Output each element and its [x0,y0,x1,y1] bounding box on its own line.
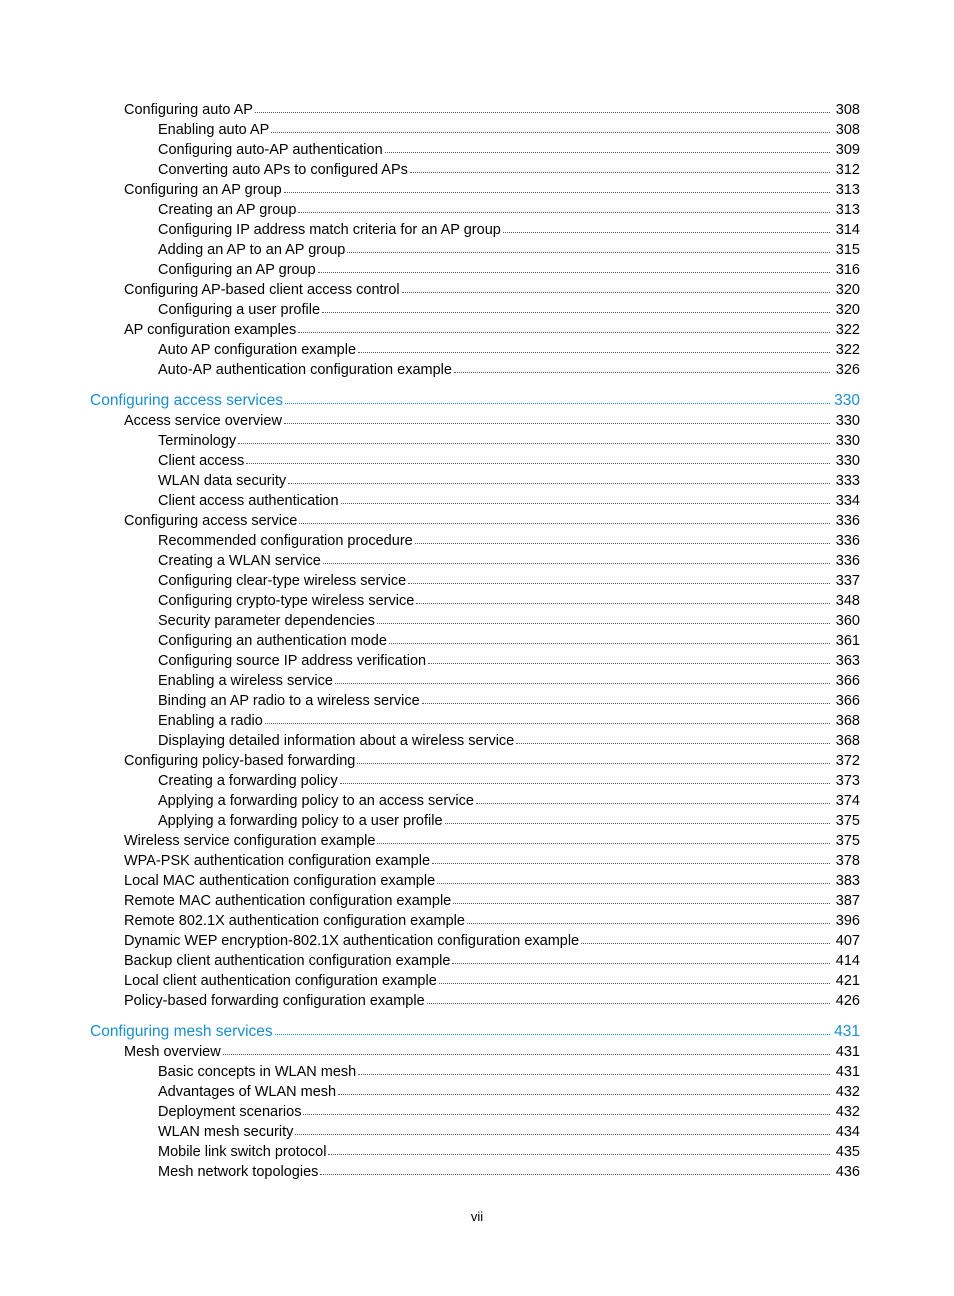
toc-entry-title: Configuring IP address match criteria for an AP group [158,222,501,238]
dot-leader [408,582,830,584]
toc-entry[interactable] [0,431,954,451]
toc-entry-title: Applying a forwarding policy to a user profile [158,813,443,829]
toc-entry-page: 383 [835,873,860,889]
toc-entry-page: 337 [835,573,860,589]
toc-entry[interactable] [0,791,954,811]
toc-entry-page: 308 [835,102,860,118]
toc-entry-page: 330 [835,453,860,469]
toc-entry-title: Remote MAC authentication configuration example [124,893,452,909]
toc-entry-title: Local client authentication configuration example [124,973,437,989]
dot-leader [284,191,830,193]
dot-leader [503,231,830,233]
dot-leader [476,802,830,804]
toc-entry-page: 322 [835,322,860,338]
dot-leader [338,1093,830,1095]
dot-leader [432,862,830,864]
toc-entry-title: Auto-AP authentication configuration example [158,362,452,378]
toc-entry-page: 330 [835,413,860,429]
dot-leader [284,422,830,424]
toc-entry-title: Applying a forwarding policy to an access service [158,793,474,809]
toc-entry-page: 368 [835,733,860,749]
toc-entry[interactable] [0,120,954,140]
toc-entry[interactable] [0,1142,954,1162]
dot-leader [347,251,830,253]
toc-entry[interactable] [0,651,954,671]
toc-entry-page: 374 [835,793,860,809]
toc-entry[interactable] [0,771,954,791]
toc-entry[interactable] [0,160,954,180]
toc-entry[interactable] [0,1082,954,1102]
toc-entry-title: Security parameter dependencies [158,613,375,629]
toc-entry-title: Recommended configuration procedure [158,533,413,549]
toc-entry-page: 431 [834,1023,860,1040]
toc-entry-title: Mesh overview [124,1044,221,1060]
toc-entry-title: Displaying detailed information about a wireless service [158,733,515,749]
toc-entry[interactable] [0,631,954,651]
dot-leader [265,722,830,724]
toc-entry[interactable] [0,711,954,731]
dot-leader [323,562,830,564]
dot-leader [445,822,830,824]
toc-entry-page: 421 [835,973,860,989]
dot-leader [437,882,830,884]
dot-leader [358,1073,830,1075]
toc-entry-page: 336 [835,533,860,549]
toc-entry[interactable] [0,751,954,771]
toc-entry-page: 330 [834,392,860,409]
toc-entry[interactable] [0,951,954,971]
toc-entry-title: Configuring an AP group [158,262,316,278]
dot-leader [298,211,830,213]
toc-entry-title: Enabling a wireless service [158,673,333,689]
dot-leader [340,782,830,784]
toc-entry-title: Configuring auto AP [124,102,253,118]
toc-entry[interactable] [0,220,954,240]
dot-leader [223,1053,830,1055]
toc-entry-page: 322 [835,342,860,358]
toc-entry[interactable] [0,511,954,531]
dot-leader [255,111,830,113]
toc-entry-title: Enabling a radio [158,713,263,729]
toc-entry-title: Enabling auto AP [158,122,270,138]
toc-entry-page: 361 [835,633,860,649]
toc-entry[interactable] [0,971,954,991]
toc-entry-title: Client access authentication [158,493,339,509]
dot-leader [415,542,830,544]
toc-entry[interactable] [0,891,954,911]
toc-entry-page: 315 [835,242,860,258]
toc-entry-page: 348 [835,593,860,609]
toc-entry-page: 363 [835,653,860,669]
toc-entry-title: Configuring mesh services [90,1023,273,1040]
toc-entry-page: 375 [835,813,860,829]
dot-leader [285,402,830,404]
toc-entry-page: 432 [835,1104,860,1120]
toc-entry-page: 396 [835,913,860,929]
toc-entry-title: Mobile link switch protocol [158,1144,327,1160]
toc-entry-title: Dynamic WEP encryption-802.1X authentication configuration example [124,933,580,949]
toc-entry[interactable] [0,471,954,491]
dot-leader [298,331,830,333]
toc-entry-page: 313 [835,202,860,218]
toc-entry[interactable] [0,731,954,751]
toc-entry-page: 436 [835,1164,860,1180]
dot-leader [454,371,830,373]
toc-entry-page: 434 [835,1124,860,1140]
toc-entry[interactable] [0,260,954,280]
toc-entry-title: WLAN mesh security [158,1124,294,1140]
toc-entry-page: 366 [835,673,860,689]
toc-entry-title: Configuring auto-AP authentication [158,142,383,158]
toc-entry-title: Creating an AP group [158,202,297,218]
toc-entry[interactable] [0,551,954,571]
toc-entry-title: Policy-based forwarding configuration example [124,993,425,1009]
toc-entry-page: 435 [835,1144,860,1160]
dot-leader [516,742,830,744]
toc-entry[interactable] [0,300,954,320]
dot-leader [318,271,830,273]
dot-leader [299,522,830,524]
toc-entry-page: 314 [835,222,860,238]
toc-entry-title: Configuring source IP address verification [158,653,427,669]
dot-leader [357,762,830,764]
toc-entry[interactable] [0,100,954,120]
toc-entry-title: Wireless service configuration example [124,833,376,849]
toc-entry[interactable] [0,1162,954,1182]
toc-entry-title: Configuring an AP group [124,182,282,198]
dot-leader [452,962,830,964]
toc-entry-title: Binding an AP radio to a wireless service [158,693,420,709]
toc-entry-page: 320 [835,302,860,318]
dot-leader [377,622,830,624]
dot-leader [410,171,830,173]
toc-entry-page: 373 [835,773,860,789]
toc-entry[interactable] [0,1042,954,1062]
toc-entry-title: WLAN data security [158,473,287,489]
dot-leader [427,1002,830,1004]
toc-entry[interactable] [0,571,954,591]
dot-leader [428,662,830,664]
toc-entry-title: Terminology [158,433,237,449]
toc-entry[interactable] [0,691,954,711]
toc-entry-page: 375 [835,833,860,849]
toc-entry-title: Basic concepts in WLAN mesh [158,1064,357,1080]
toc-entry[interactable] [0,280,954,300]
toc-entry[interactable] [0,411,954,431]
toc-entry[interactable] [0,931,954,951]
toc-entry-page: 368 [835,713,860,729]
dot-leader [303,1113,830,1115]
toc-entry[interactable] [0,671,954,691]
toc-entry[interactable] [0,911,954,931]
toc-entry-page: 387 [835,893,860,909]
toc-entry-title: AP configuration examples [124,322,297,338]
toc-entry-page: 313 [835,182,860,198]
toc-entry[interactable] [0,591,954,611]
toc-entry-title: Deployment scenarios [158,1104,302,1120]
toc-entry[interactable] [0,340,954,360]
toc-entry[interactable] [0,180,954,200]
toc-entry-title: Local MAC authentication configuration example [124,873,436,889]
toc-entry-title: Client access [158,453,245,469]
toc-entry-page: 372 [835,753,860,769]
dot-leader [416,602,830,604]
dot-leader [439,982,830,984]
toc-chapter-link[interactable] [0,390,954,411]
toc-chapter-link[interactable] [0,1021,954,1042]
dot-leader [320,1173,830,1175]
toc-entry-title: Configuring clear-type wireless service [158,573,407,589]
toc-entry-page: 431 [835,1064,860,1080]
toc-entry[interactable] [0,871,954,891]
toc-entry-title: Configuring AP-based client access control [124,282,400,298]
toc-entry[interactable] [0,1102,954,1122]
toc-entry-page: 431 [835,1044,860,1060]
dot-leader [238,442,830,444]
dot-leader [295,1133,830,1135]
toc-entry-title: WPA-PSK authentication configuration example [124,853,431,869]
dot-leader [246,462,830,464]
toc-entry[interactable] [0,140,954,160]
toc-entry[interactable] [0,831,954,851]
toc-entry-page: 316 [835,262,860,278]
toc-entry-page: 309 [835,142,860,158]
toc-entry-title: Configuring crypto-type wireless service [158,593,415,609]
toc-entry-title: Creating a WLAN service [158,553,321,569]
dot-leader [581,942,830,944]
dot-leader [358,351,830,353]
dot-leader [377,842,830,844]
toc-entry-title: Advantages of WLAN mesh [158,1084,337,1100]
dot-leader [275,1033,830,1035]
dot-leader [335,682,830,684]
toc-entry-title: Remote 802.1X authentication configuration example [124,913,465,929]
table-of-contents [0,100,954,1182]
toc-entry-title: Configuring an authentication mode [158,633,387,649]
toc-entry-page: 330 [835,433,860,449]
dot-leader [288,482,830,484]
toc-entry-title: Auto AP configuration example [158,342,357,358]
toc-entry-page: 326 [835,362,860,378]
toc-entry[interactable] [0,491,954,511]
dot-leader [341,502,830,504]
toc-entry-page: 407 [835,933,860,949]
toc-entry-title: Configuring policy-based forwarding [124,753,356,769]
toc-entry-page: 414 [835,953,860,969]
toc-entry-page: 426 [835,993,860,1009]
toc-entry[interactable] [0,531,954,551]
toc-entry-page: 312 [835,162,860,178]
dot-leader [322,311,830,313]
dot-leader [271,131,830,133]
toc-entry[interactable] [0,611,954,631]
toc-entry-page: 378 [835,853,860,869]
toc-entry-title: Creating a forwarding policy [158,773,338,789]
toc-entry-title: Configuring access service [124,513,298,529]
toc-entry-title: Backup client authentication configuration example [124,953,451,969]
toc-entry[interactable] [0,991,954,1011]
toc-entry[interactable] [0,451,954,471]
toc-entry-page: 320 [835,282,860,298]
page-number: vii [470,1209,484,1224]
toc-entry[interactable] [0,1062,954,1082]
toc-entry-title: Configuring access services [90,392,283,409]
toc-entry-page: 336 [835,513,860,529]
toc-entry-title: Adding an AP to an AP group [158,242,346,258]
dot-leader [328,1153,830,1155]
toc-entry[interactable] [0,811,954,831]
toc-entry-page: 334 [835,493,860,509]
toc-entry-title: Configuring a user profile [158,302,321,318]
toc-entry-page: 360 [835,613,860,629]
dot-leader [422,702,830,704]
toc-entry-title: Mesh network topologies [158,1164,319,1180]
toc-entry[interactable] [0,320,954,340]
toc-entry[interactable] [0,851,954,871]
toc-entry-title: Converting auto APs to configured APs [158,162,408,178]
toc-entry-page: 432 [835,1084,860,1100]
dot-leader [385,151,830,153]
toc-entry-page: 308 [835,122,860,138]
toc-entry-page: 366 [835,693,860,709]
toc-entry[interactable] [0,1122,954,1142]
dot-leader [453,902,830,904]
toc-entry-page: 336 [835,553,860,569]
toc-entry-title: Access service overview [124,413,282,429]
dot-leader [402,291,830,293]
dot-leader [389,642,830,644]
toc-entry[interactable] [0,200,954,220]
toc-entry[interactable] [0,360,954,380]
dot-leader [467,922,830,924]
toc-entry-page: 333 [835,473,860,489]
toc-entry[interactable] [0,240,954,260]
